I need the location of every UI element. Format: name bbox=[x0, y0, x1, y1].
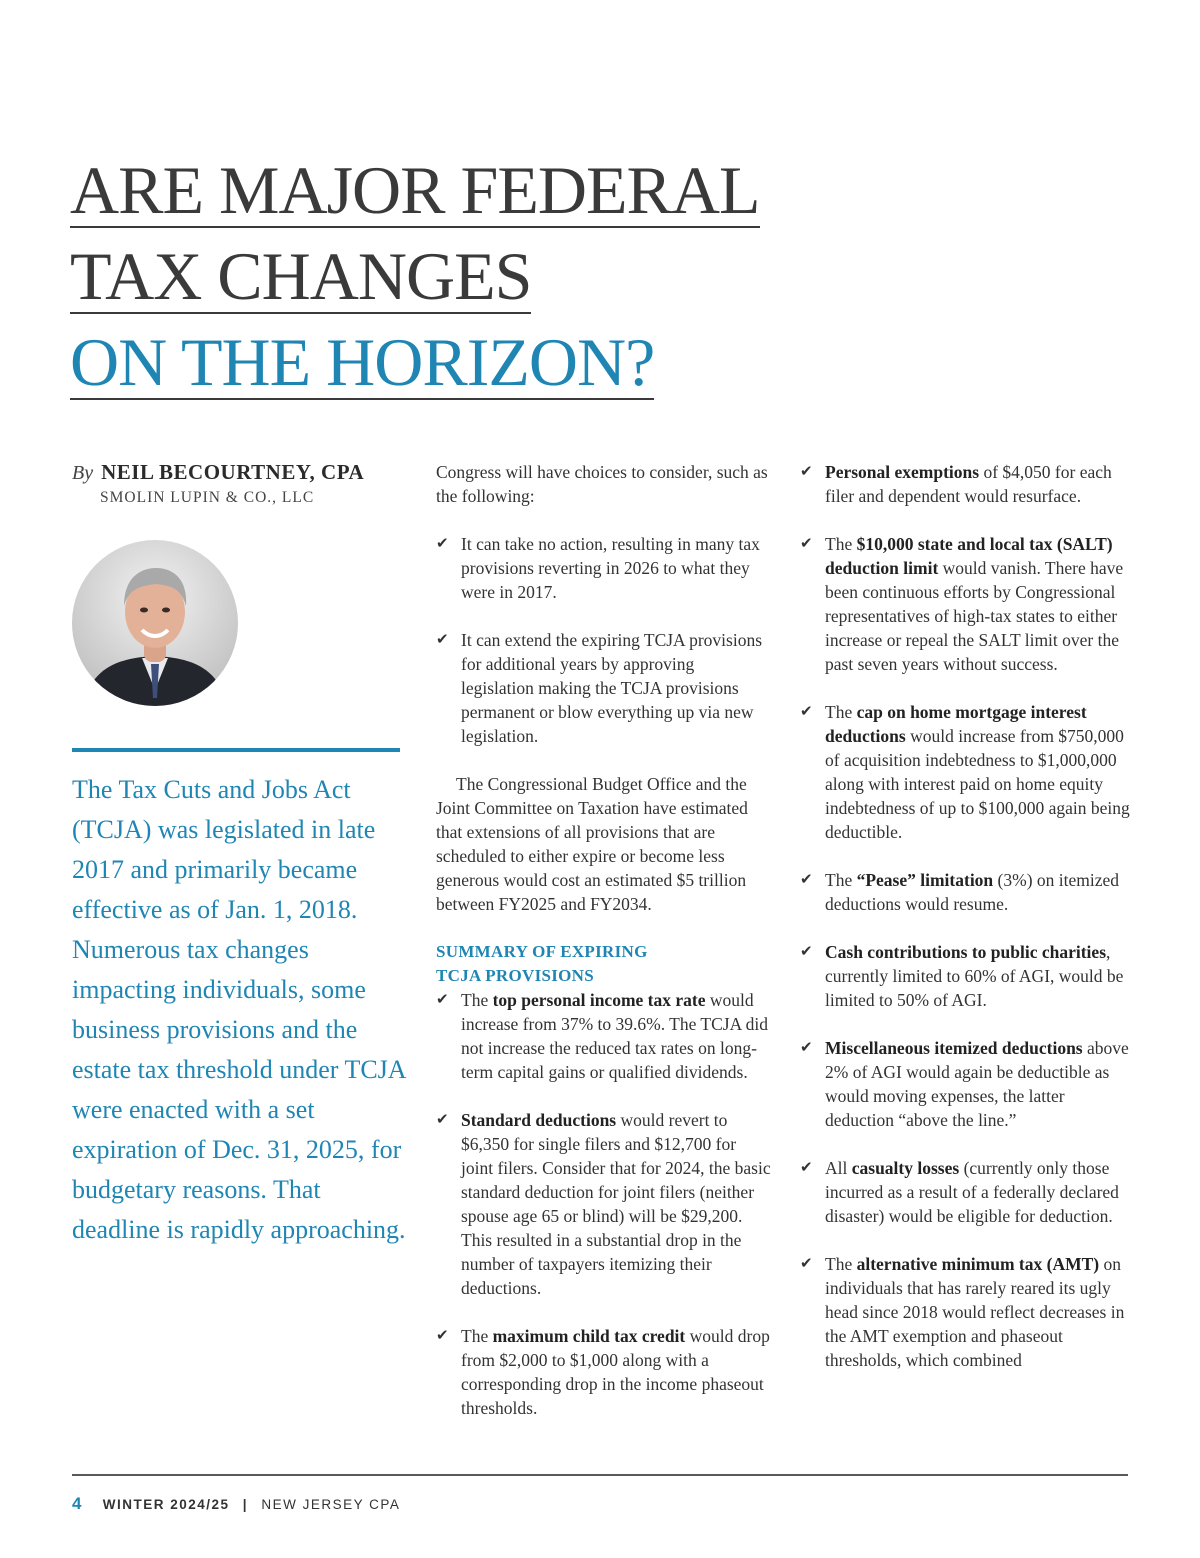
check-icon: ✔ bbox=[436, 1328, 449, 1344]
check-icon: ✔ bbox=[800, 872, 813, 888]
column-middle bbox=[436, 460, 771, 1420]
provision-item: ✔ Standard deductions would revert to $6,350 for single filers and $12,700 for joint filers. Consider that for 2024, the basic standard deduction for joint filers (neither spouse age 65 or blind) will be $29,200. This resulted in a substantial drop in the number of taxpayers itemizing their deductions. bbox=[436, 1110, 771, 1298]
page-footer bbox=[72, 1494, 400, 1514]
headline-line-3: ON THE HORIZON? bbox=[70, 324, 655, 400]
intro-paragraph: Congress will have choices to consider, such as the following: bbox=[436, 462, 768, 506]
check-icon: ✔ bbox=[800, 536, 813, 552]
column-right bbox=[800, 460, 1135, 1372]
byline-by: By bbox=[72, 462, 94, 484]
provision-item: ✔ Personal exemptions of $4,050 for each filer and dependent would resurface. bbox=[800, 462, 1112, 506]
pullquote: The Tax Cuts and Jobs Act (TCJA) was legislated in late 2017 and primarily became effective as of Jan. 1, 2018. Numerous tax changes impacting individuals, some business provisions and the estate tax threshold under TCJA were enacted with a set expiration of Dec. 31, 2025, for budgetary reasons. That deadline is rapidly approaching. bbox=[72, 775, 406, 1244]
page-number: 4 bbox=[72, 1494, 82, 1513]
check-icon: ✔ bbox=[800, 1160, 813, 1176]
provision-item: ✔ The alternative minimum tax (AMT) on individuals that has rarely reared its ugly head since 2018 would reflect decreases in the AMT exemption and phaseout thresholds, which combined bbox=[800, 1254, 1125, 1370]
check-icon: ✔ bbox=[436, 632, 449, 648]
provision-item: ✔ All casualty losses (currently only those incurred as a result of a federally declared disaster) would be eligible for deduction. bbox=[800, 1158, 1119, 1226]
pullquote-rule bbox=[72, 748, 400, 752]
section-subhead: SUMMARY OF EXPIRING TCJA PROVISIONS bbox=[436, 942, 648, 985]
check-icon: ✔ bbox=[436, 992, 449, 1008]
provision-item: ✔ The top personal income tax rate would increase from 37% to 39.6%. The TCJA did not increase the reduced tax rates on long-term capital gains or qualified dividends. bbox=[436, 990, 769, 1082]
provision-item: ✔ Miscellaneous itemized deductions above 2% of AGI would again be deductible as would moving expenses, the latter deduction “above the line.” bbox=[800, 1038, 1129, 1130]
provision-item: ✔ The cap on home mortgage interest deductions would increase from $750,000 of acquisition indebtedness to $1,000,000 along with interest paid on home equity indebtedness of up to $100,000 again being deductible. bbox=[800, 702, 1130, 842]
check-icon: ✔ bbox=[436, 1112, 449, 1128]
check-icon: ✔ bbox=[800, 1256, 813, 1272]
check-icon: ✔ bbox=[800, 1040, 813, 1056]
provision-item: ✔ The $10,000 state and local tax (SALT) deduction limit would vanish. There have been continuous efforts by Congressional representatives of high-tax states to either increase or repeal the SALT limit over the past seven years without success. bbox=[800, 534, 1124, 674]
provision-item: ✔ The “Pease” limitation (3%) on itemized deductions would resume. bbox=[800, 870, 1120, 914]
issue-label: WINTER 2024/25 bbox=[102, 1497, 230, 1512]
cbo-paragraph: The Congressional Budget Office and the Joint Committee on Taxation have estimated that extensions of all provisions that are scheduled to either expire or become less generous would cost an estimated $5 trillion between FY2025 and FY2034. bbox=[436, 774, 748, 914]
check-icon: ✔ bbox=[800, 944, 813, 960]
headline-line-2: TAX CHANGES bbox=[70, 238, 532, 314]
check-icon: ✔ bbox=[436, 536, 449, 552]
footer-separator: | bbox=[242, 1497, 249, 1512]
provision-item: ✔ Cash contributions to public charities, currently limited to 60% of AGI, would be limited to 50% of AGI. bbox=[800, 942, 1124, 1010]
headline bbox=[70, 150, 760, 408]
choice-item: ✔ It can take no action, resulting in many tax provisions reverting in 2026 to what they were in 2017. bbox=[436, 534, 760, 602]
provision-item: ✔ The maximum child tax credit would drop from $2,000 to $1,000 along with a corresponding drop in the income phaseout thresholds. bbox=[436, 1326, 770, 1418]
choice-item: ✔ It can extend the expiring TCJA provisions for additional years by approving legislation making the TCJA provisions permanent or blow everything up via new legislation. bbox=[436, 630, 763, 746]
author-name: NEIL BECOURTNEY, CPA bbox=[101, 460, 365, 484]
check-icon: ✔ bbox=[800, 464, 813, 480]
footer-rule bbox=[72, 1474, 1128, 1476]
author-firm: SMOLIN LUPIN & CO., LLC bbox=[100, 489, 315, 506]
author-photo bbox=[72, 540, 238, 706]
check-icon: ✔ bbox=[800, 704, 813, 720]
publication-name: NEW JERSEY CPA bbox=[261, 1497, 401, 1512]
byline bbox=[72, 460, 364, 507]
headline-line-1: ARE MAJOR FEDERAL bbox=[70, 152, 760, 228]
